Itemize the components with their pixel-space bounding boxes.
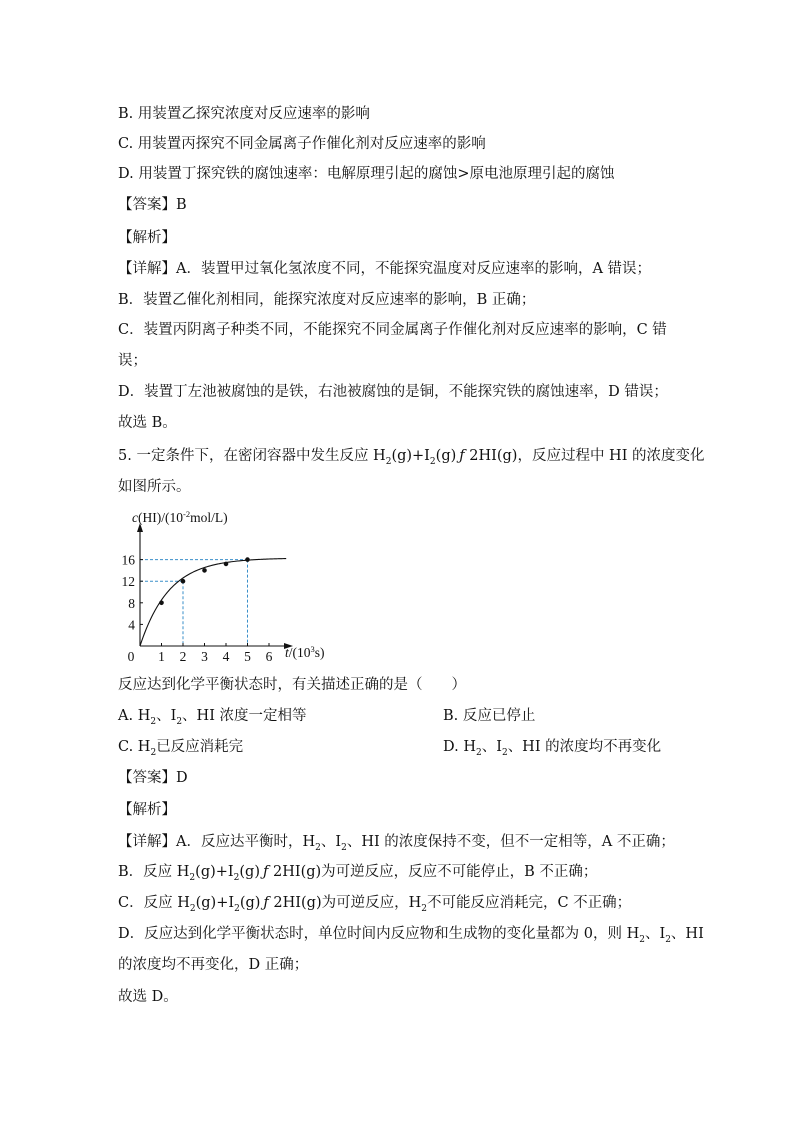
q5-conclusion: 故选 D。 (118, 989, 178, 1005)
q5-detail-a: 【详解】A．反应达平衡时，$H_2$、$I_2$、HI 的浓度保持不变，但不一定相等，A 不正确； (118, 834, 675, 853)
q5-option-a: A. $H_2$、$I_2$、HI 浓度一定相等 (118, 708, 307, 727)
q5-option-d: D. $H_2$、$I_2$、HI 的浓度均不再变化 (443, 739, 662, 758)
chart-ytick-label-3: 16 (121, 552, 135, 568)
q5-stem: 5. 一定条件下，在密闭容器中发生反应 $H_2(g)+I_2(g)$ ƒ 2HI(g)，反应过程中 HI 的浓度变化 (118, 448, 705, 467)
chart-point-2 (202, 568, 207, 573)
q4-answer: 【答案】B (118, 197, 187, 213)
chart-xtick-label-6: 6 (265, 649, 273, 664)
chart-xtick-label-4: 4 (222, 649, 230, 664)
q4-option-c: C. 用装置丙探究不同金属离子作催化剂对反应速率的影响 (118, 136, 486, 152)
q5-detail-b: B．反应 $H_2(g)+I_2(g)$ ƒ 2HI(g)为可逆反应，反应不可能停止，B 不正确； (118, 864, 598, 883)
q5-answer: 【答案】D (118, 770, 188, 786)
chart-ylabel: $c(HI)/(10^{-2}mol/L)$ (132, 509, 228, 525)
chart-xtick-label-2: 2 (179, 649, 187, 664)
chart-xtick-label-3: 3 (201, 649, 208, 664)
chart-xtick-label-5: 5 (244, 649, 251, 664)
chart-xlabel: $t/(10^3s)$ (285, 644, 325, 660)
q4-detail-c: C．装置丙阴离子种类不同，不能探究不同金属离子作催化剂对反应速率的影响，C 错 (118, 322, 667, 338)
q4-detail-b: B．装置乙催化剂相同，能探究浓度对反应速率的影响，B 正确； (118, 292, 536, 308)
chart-point-0 (159, 601, 164, 606)
chart-ytick-label-2: 12 (121, 574, 135, 590)
chart-ytick-label-0: 4 (128, 617, 135, 633)
chart-ytick-label-1: 8 (128, 595, 135, 611)
q5-detail-d-cont: 的浓度均不再变化，D 正确； (118, 957, 309, 973)
q4-detail-c-cont: 误； (118, 353, 147, 369)
q5-detail-d: D．反应达到化学平衡状态时，单位时间内反应物和生成物的变化量都为 0，则 $H_2$、$I_2$、HI (118, 926, 704, 945)
q4-option-d: D. 用装置丁探究铁的腐蚀速率：电解原理引起的腐蚀>原电池原理引起的腐蚀 (118, 166, 615, 182)
q5-stem-cont: 如图所示。 (118, 479, 191, 495)
q5-question: 反应达到化学平衡状态时，有关描述正确的是（ ） (118, 677, 466, 693)
q5-detail-c: C．反应 $H_2(g)+I_2(g)$ ƒ 2HI(g)为可逆反应，$H_2$不可能反应消耗完，C 不正确； (118, 895, 632, 914)
q5-analysis-title: 【解析】 (118, 802, 176, 818)
q5-option-c: C. $H_2$已反应消耗完 (118, 739, 244, 758)
hi-concentration-chart (118, 506, 358, 664)
q4-conclusion: 故选 B。 (118, 415, 177, 431)
q4-detail-d: D．装置丁左池被腐蚀的是铁，右池被腐蚀的是铜，不能探究铁的腐蚀速率，D 错误； (118, 384, 668, 400)
chart-point-1 (181, 579, 186, 584)
chart-point-4 (245, 557, 250, 562)
q4-detail-a: 【详解】A．装置甲过氧化氢浓度不同，不能探究温度对反应速率的影响，A 错误； (118, 261, 652, 277)
q4-analysis-title: 【解析】 (118, 230, 176, 246)
chart-xtick-label-1: 1 (158, 649, 165, 664)
q5-option-b: B. 反应已停止 (443, 708, 536, 724)
q4-option-b: B. 用装置乙探究浓度对反应速率的影响 (118, 106, 370, 122)
chart-xtick-label-0: 0 (127, 649, 135, 664)
chart-point-3 (224, 562, 229, 567)
